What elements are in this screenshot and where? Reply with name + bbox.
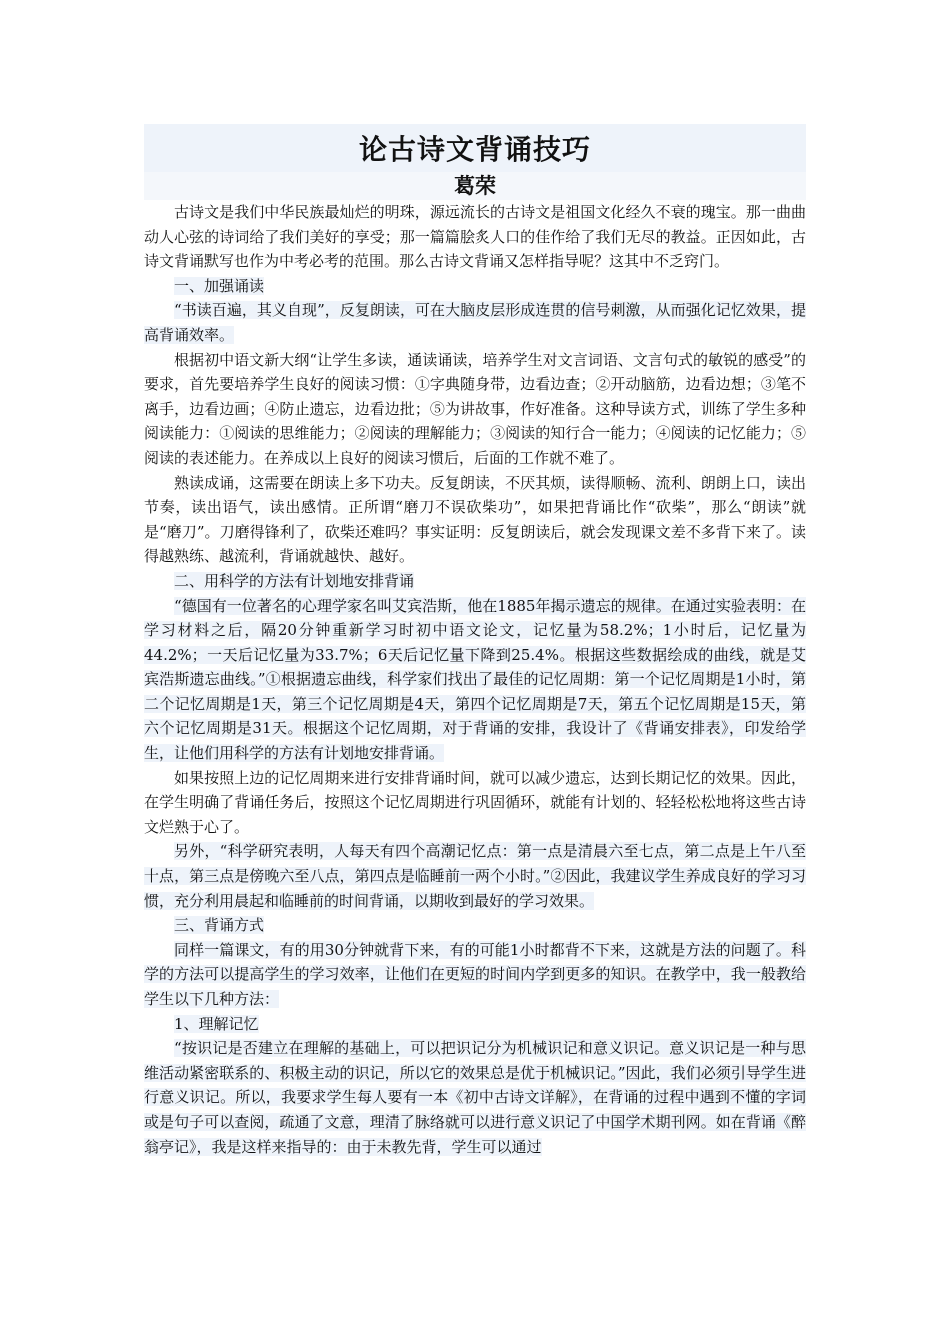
subsection-heading: 1、理解记忆 [174, 1014, 259, 1033]
section-heading: 三、背诵方式 [174, 916, 265, 935]
document-body [144, 200, 806, 1159]
paragraph: “书读百遍，其义自现”，反复朗读，可在大脑皮层形成连贯的信号刺激，从而强化记忆效果，提高背诵效率。 [144, 301, 806, 344]
paragraph: 另外，“科学研究表明，人每天有四个高潮记忆点：第一点是清晨六至七点，第二点是上午八至十点，第三点是傍晚六至八点，第四点是临睡前一两个小时。”②因此，我建议学生养成良好的学习习惯，充分利用晨起和临睡前的时间背诵，以期收到最好的学习效果。 [144, 842, 806, 910]
paragraph: 古诗文是我们中华民族最灿烂的明珠，源远流长的古诗文是祖国文化经久不衰的瑰宝。那一曲曲动人心弦的诗词给了我们美好的享受；那一篇篇脍炙人口的佳作给了我们无尽的教益。正因如此，古诗文背诵默写也作为中考必考的范围。那么古诗文背诵又怎样指导呢？这其中不乏窍门。 [144, 203, 806, 271]
document-title: 论古诗文背诵技巧 [144, 124, 806, 172]
paragraph: 同样一篇课文，有的用30分钟就背下来，有的可能1小时都背不下来，这就是方法的问题了。科学的方法可以提高学生的学习效率，让他们在更短的时间内学到更多的知识。在教学中，我一般教给学生以下几种方法： [144, 940, 806, 1008]
section-heading: 一、加强诵读 [174, 276, 265, 295]
paragraph: 如果按照上边的记忆周期来进行安排背诵时间，就可以减少遗忘，达到长期记忆的效果。因此，在学生明确了背诵任务后，按照这个记忆周期进行巩固循环，就能有计划的、轻轻松松地将这些古诗文烂熟于心了。 [144, 768, 806, 836]
section-heading: 二、用科学的方法有计划地安排背诵 [174, 571, 415, 590]
document-page [144, 124, 806, 1159]
paragraph: “德国有一位著名的心理学家名叫艾宾浩斯，他在1885年揭示遗忘的规律。在通过实验表明：在学习材料之后，隔20分钟重新学习时初中语文论文，记忆量为58.2%；1小时后，记忆量为44.2%；一天后记忆量为33.7%；6天后记忆量下降到25.4%。根据这些数据绘成的曲线，就是艾宾浩斯遗忘曲线。”①根据遗忘曲线，科学家们找出了最佳的记忆周期：第一个记忆周期是1小时，第二个记忆周期是1天，第三个记忆周期是4天，第四个记忆周期是7天，第五个记忆周期是15天，第六个记忆周期是31天。根据这个记忆周期，对于背诵的安排，我设计了《背诵安排表》，印发给学生，让他们用科学的方法有计划地安排背诵。 [144, 596, 806, 763]
paragraph: “按识记是否建立在理解的基础上，可以把识记分为机械识记和意义识记。意义识记是一种与思维活动紧密联系的、积极主动的识记，所以它的效果总是优于机械识记。”因此，我们必须引导学生进行意义识记。所以，我要求学生每人要有一本《初中古诗文详解》，在背诵的过程中遇到不懂的字词或是句子可以查阅，疏通了文意，理清了脉络就可以进行意义识记了中国学术期刊网。如在背诵《醉翁亭记》，我是这样来指导的：由于未教先背，学生可以通过 [144, 1039, 806, 1156]
paragraph: 熟读成诵，这需要在朗读上多下功夫。反复朗读，不厌其烦，读得顺畅、流利、朗朗上口，读出节奏，读出语气，读出感情。正所谓“磨刀不误砍柴功”，如果把背诵比作“砍柴”，那么“朗读”就是“磨刀”。刀磨得锋利了，砍柴还难吗？事实证明：反复朗读后，就会发现课文差不多背下来了。读得越熟练、越流利，背诵就越快、越好。 [144, 473, 806, 566]
document-author: 葛荣 [144, 172, 806, 200]
paragraph: 根据初中语文新大纲“让学生多读，通读诵读，培养学生对文言词语、文言句式的敏锐的感受”的要求，首先要培养学生良好的阅读习惯：①字典随身带，边看边查；②开动脑筋，边看边想；③笔不离手，边看边画；④防止遗忘，边看边批；⑤为讲故事，作好准备。这种导读方式，训练了学生多种阅读能力：①阅读的思维能力；②阅读的理解能力；③阅读的知行合一能力；④阅读的记忆能力；⑤阅读的表述能力。在养成以上良好的阅读习惯后，后面的工作就不难了。 [144, 350, 806, 467]
